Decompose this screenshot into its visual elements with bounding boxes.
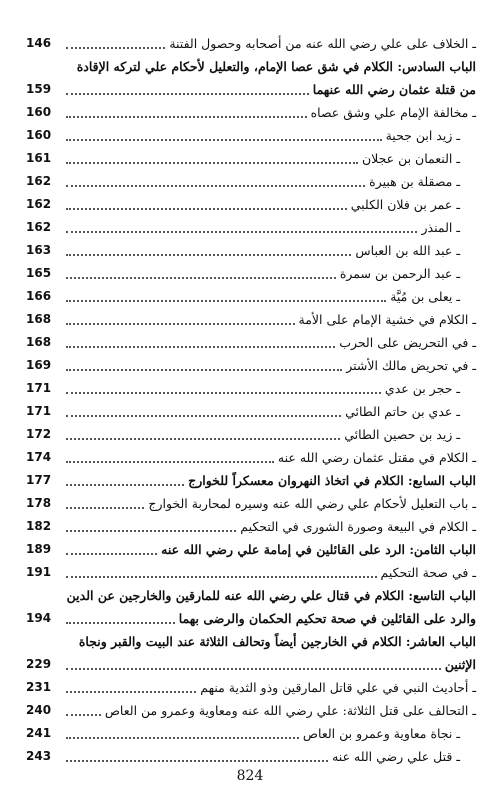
toc-entry[interactable]	[26, 308, 476, 331]
toc-page-number: 171	[26, 404, 52, 418]
toc-page-number: 166	[26, 289, 52, 303]
toc-entry-title: ـ قتل علي رضي الله عنه	[332, 749, 460, 764]
toc-entry[interactable]	[26, 653, 476, 676]
dot-leader	[66, 254, 351, 256]
toc-entry[interactable]	[26, 699, 476, 722]
toc-entry-title: ـ الكلام في خشية الإمام على الأمة	[298, 312, 476, 327]
toc-entry-title: ـ زيد ابن جحية	[385, 128, 460, 143]
dot-leader	[66, 438, 340, 440]
dot-leader	[66, 300, 386, 302]
toc-entry-title: والرد على القائلين في صحة تحكيم الحكمان والرضى بهما	[178, 611, 476, 626]
toc-page-number: 243	[26, 749, 52, 763]
toc-entry[interactable]	[26, 147, 476, 170]
toc-page-number: 160	[26, 128, 52, 142]
toc-page-number: 160	[26, 105, 52, 119]
toc-page-number: 174	[26, 450, 52, 464]
toc-page-number: 182	[26, 519, 52, 533]
toc-page-number: 171	[26, 381, 52, 395]
table-of-contents	[26, 32, 476, 768]
toc-page-number: 162	[26, 174, 52, 188]
toc-page-number: 189	[26, 542, 52, 556]
toc-entry-title: الباب السابع: الكلام في اتخاذ النهروان معسكراً للخوارج	[188, 473, 476, 488]
toc-entry-title: ـ الخلاف على علي رضي الله عنه من أصحابه وحصول الفتنة	[169, 36, 476, 51]
dot-leader	[66, 93, 309, 95]
toc-entry[interactable]	[26, 216, 476, 239]
toc-entry-title: ـ حجر بن عدي	[384, 381, 460, 396]
toc-page-number: 165	[26, 266, 52, 280]
toc-entry-title: ـ أحاديث النبي في علي قاتل المارقين وذو الثدية منهم	[200, 680, 476, 695]
toc-page-number: 159	[26, 82, 52, 96]
toc-chapter-heading: الباب التاسع: الكلام في قتال علي رضي الله عنه للمارقين والخارجين عن الدين	[66, 588, 476, 603]
dot-leader	[66, 622, 175, 624]
toc-entry-title: ـ مصقلة بن هبيرة	[369, 174, 460, 189]
toc-entry[interactable]	[26, 285, 476, 308]
dot-leader	[66, 47, 165, 49]
toc-page-number: 168	[26, 312, 52, 326]
toc-entry[interactable]	[26, 722, 476, 745]
dot-leader	[66, 714, 101, 716]
toc-entry-title: ـ يعلى بن مُيَّة	[390, 289, 460, 304]
dot-leader	[66, 530, 236, 532]
toc-entry-title: ـ عدي بن حاتم الطائي	[345, 404, 460, 419]
toc-entry[interactable]	[26, 423, 476, 446]
toc-entry[interactable]	[26, 676, 476, 699]
dot-leader	[66, 691, 196, 693]
dot-leader	[66, 277, 336, 279]
toc-chapter-heading: الباب العاشر: الكلام في الخارجين أيضاً وتحالف الثلاثة عند البيت والقبر ونجاة	[78, 634, 476, 649]
toc-page-number: 194	[26, 611, 52, 625]
toc-entry[interactable]	[26, 561, 476, 584]
toc-entry[interactable]	[26, 354, 476, 377]
toc-entry-title: الباب الثامن: الرد على القائلين في إمامة علي رضي الله عنه	[161, 542, 476, 557]
toc-entry-title: ـ نجاة معاوية وعمرو بن العاص	[302, 726, 460, 741]
dot-leader	[66, 116, 307, 118]
toc-entry[interactable]	[26, 515, 476, 538]
toc-page-number: 229	[26, 657, 52, 671]
dot-leader	[66, 760, 328, 762]
toc-entry[interactable]	[26, 469, 476, 492]
dot-leader	[66, 208, 347, 210]
dot-leader	[66, 392, 381, 394]
toc-entry[interactable]	[26, 377, 476, 400]
toc-chapter-heading: الباب السادس: الكلام في شق عصا الإمام، والتعليل لأحكام علي لتركه الإقادة	[76, 59, 476, 74]
toc-entry-title: ـ عبد الله بن العباس	[355, 243, 460, 258]
toc-entry[interactable]	[26, 32, 476, 55]
dot-leader	[66, 576, 377, 578]
toc-entry[interactable]	[26, 239, 476, 262]
toc-entry-title: ـ المنذر	[421, 220, 460, 235]
dot-leader	[66, 369, 342, 371]
toc-entry[interactable]	[26, 170, 476, 193]
toc-page-number: 168	[26, 335, 52, 349]
toc-page-number: 169	[26, 358, 52, 372]
toc-entry-title: ـ في صحة التحكيم	[380, 565, 476, 580]
toc-entry-title: ـ في تحريض مالك الأشتر	[346, 358, 476, 373]
toc-entry[interactable]	[26, 446, 476, 469]
toc-page-number: 162	[26, 197, 52, 211]
dot-leader	[66, 231, 417, 233]
toc-entry-title: ـ زيد بن حصين الطائي	[344, 427, 460, 442]
toc-page-number: 191	[26, 565, 52, 579]
toc-page-number: 162	[26, 220, 52, 234]
toc-entry-title: ـ باب التعليل لأحكام علي رضي الله عنه وسيره لمحاربة الخوارج	[148, 496, 476, 511]
dot-leader	[66, 139, 382, 141]
dot-leader	[66, 553, 157, 555]
toc-entry-title: ـ التحالف على قتل الثلاثة: علي رضي الله عنه ومعاوية وعمرو من العاص	[104, 703, 476, 718]
toc-entry[interactable]	[26, 262, 476, 285]
toc-entry-title: ـ الكلام في مقتل عثمان رضي الله عنه	[277, 450, 476, 465]
toc-entry[interactable]	[26, 124, 476, 147]
toc-entry-title: من قتلة عثمان رضي الله عنهما	[312, 82, 476, 97]
dot-leader	[66, 461, 274, 463]
toc-entry-title: الإثنين	[444, 657, 476, 672]
dot-leader	[66, 737, 299, 739]
toc-entry[interactable]	[26, 745, 476, 768]
toc-entry[interactable]	[26, 492, 476, 515]
toc-entry-title: ـ الكلام في البيعة وصورة الشورى في التحكيم	[240, 519, 476, 534]
toc-entry-title: ـ مخالفة الإمام علي وشق عصاه	[310, 105, 476, 120]
toc-page-number: 241	[26, 726, 52, 740]
toc-entry[interactable]	[26, 607, 476, 630]
dot-leader	[66, 415, 341, 417]
toc-entry[interactable]	[26, 400, 476, 423]
dot-leader	[66, 507, 144, 509]
toc-page-number: 161	[26, 151, 52, 165]
dot-leader	[66, 185, 365, 187]
toc-page-number: 146	[26, 36, 52, 50]
toc-page-number: 240	[26, 703, 52, 717]
dot-leader	[66, 484, 184, 486]
toc-entry[interactable]	[26, 78, 476, 101]
toc-page-number: 178	[26, 496, 52, 510]
toc-entry[interactable]	[26, 538, 476, 561]
toc-entry[interactable]	[26, 101, 476, 124]
toc-page-number: 172	[26, 427, 52, 441]
dot-leader	[66, 346, 335, 348]
dot-leader	[66, 323, 295, 325]
toc-entry-title: ـ في التحريض على الحرب	[339, 335, 476, 350]
toc-page-number: 163	[26, 243, 52, 257]
toc-entry[interactable]	[26, 193, 476, 216]
toc-page-number: 177	[26, 473, 52, 487]
toc-entry-title: ـ عمر بن فلان الكلبي	[350, 197, 460, 212]
dot-leader	[66, 162, 358, 164]
dot-leader	[66, 668, 441, 670]
toc-page-number: 231	[26, 680, 52, 694]
toc-entry[interactable]	[26, 331, 476, 354]
toc-entry-title: ـ النعمان بن عجلان	[361, 151, 460, 166]
toc-entry-title: ـ عبد الرحمن بن سمرة	[339, 266, 460, 281]
page-number: 824	[236, 768, 264, 784]
